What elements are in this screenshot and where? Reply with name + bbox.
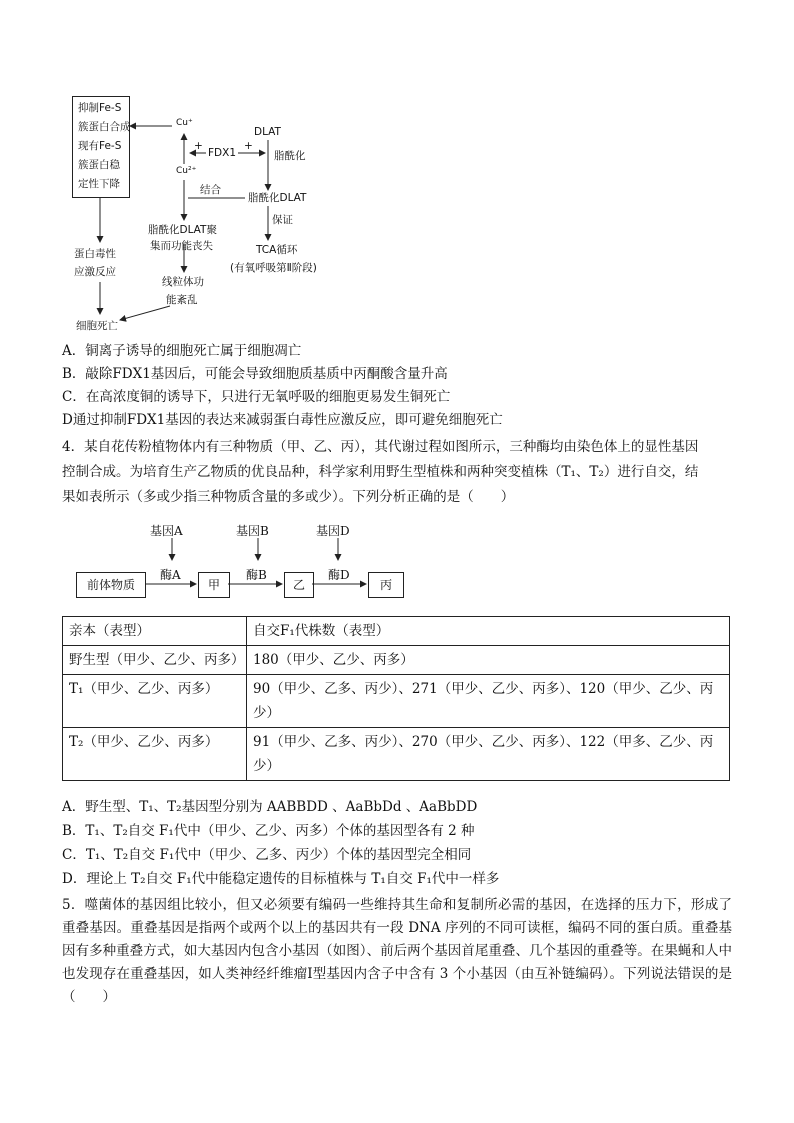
box-line: 现有Fe-S (78, 140, 122, 152)
metabolic-pathway-diagram (76, 520, 406, 600)
q4-option-c: C．T₁、T₂自交 F₁代中（甲少、乙多、丙少）个体的基因型完全相同 (62, 847, 472, 863)
bing-box: 丙 (368, 572, 404, 598)
aggregate-label: 脂酰化DLAT聚 (148, 224, 217, 236)
enzyme-d-label: 酶D (328, 568, 350, 582)
cu-plus-label: Cu⁺ (176, 118, 193, 128)
aggregate-label: 集而功能丧失 (150, 240, 213, 252)
table-row (63, 728, 730, 781)
selfing-results-table (62, 616, 730, 781)
table-header: 亲本（表型） (63, 617, 247, 646)
q3-option-b: B．敲除FDX1基因后，可能会导致细胞质基质中丙酮酸含量升高 (62, 366, 448, 382)
q4-option-d: D．理论上 T₂自交 F₁代中能稳定遗传的目标植株与 T₁自交 F₁代中一样多 (62, 871, 500, 887)
table-row (63, 646, 730, 675)
q3-option-a: A．铜离子诱导的细胞死亡属于细胞凋亡 (62, 343, 302, 359)
plus-sign: + (194, 140, 203, 152)
gene-a-label: 基因A (150, 524, 183, 538)
box-line: 簇蛋白稳 (78, 159, 120, 171)
q4-option-b: B．T₁、T₂自交 F₁代中（甲少、乙少、丙多）个体的基因型各有 2 种 (62, 823, 475, 839)
protein-stress-label: 蛋白毒性 (74, 248, 116, 260)
mito-label: 线粒体功 (162, 276, 204, 288)
gene-b-label: 基因B (236, 524, 269, 538)
table-header-row (63, 617, 730, 646)
q4-option-a: A．野生型、T₁、T₂基因型分别为 AABBDD 、AaBbDd 、AaBbDD (62, 799, 478, 815)
enzyme-a-label: 酶A (160, 568, 181, 582)
table-header: 自交F₁代株数（表型） (247, 617, 730, 646)
enzyme-b-label: 酶B (246, 568, 267, 582)
gene-d-label: 基因D (316, 524, 350, 538)
bind-label: 结合 (200, 184, 221, 196)
copper-death-pathway-diagram (60, 92, 350, 342)
q4-stem-line: 控制合成。为培育生产乙物质的优良品种，科学家利用野生型植株和两种突变植株（T₁、T₂）进行自交，结 (62, 464, 699, 480)
guarantee-label: 保证 (272, 214, 293, 226)
table-cell: T₂（甲少、乙少、丙多） (63, 728, 247, 781)
box-line: 簇蛋白合成 (78, 121, 131, 133)
jia-box: 甲 (198, 572, 230, 598)
q4-stem-line: 4．某自花传粉植物体内有三种物质（甲、乙、丙），其代谢过程如图所示，三种酶均由染色体上的显性基因 (62, 439, 699, 455)
protein-stress-label: 应激反应 (74, 266, 116, 278)
table-row (63, 675, 730, 728)
q3-option-d: D通过抑制FDX1基因的表达来减弱蛋白毒性应激反应，即可避免细胞死亡 (62, 412, 503, 428)
dlat-label: DLAT (254, 126, 281, 138)
table-cell: 90（甲少、乙多、丙少）、271（甲少、乙少、丙多）、120（甲少、乙少、丙少） (247, 675, 730, 728)
plus-sign: + (244, 140, 253, 152)
lipoyl-dlat-label: 脂酰化DLAT (248, 192, 307, 204)
q3-option-c: C．在高浓度铜的诱导下，只进行无氧呼吸的细胞更易发生铜死亡 (62, 389, 451, 405)
cu-2plus-label: Cu²⁺ (176, 166, 197, 176)
tca-label: TCA循环 (256, 244, 298, 256)
table-cell: T₁（甲少、乙少、丙多） (63, 675, 247, 728)
box-line: 抑制Fe-S (78, 102, 122, 114)
tca-note-label: (有氧呼吸第Ⅱ阶段) (230, 262, 317, 274)
lipoylation-label: 脂酰化 (274, 150, 306, 162)
fdx1-label: FDX1 (208, 147, 236, 159)
yi-box: 乙 (284, 572, 314, 598)
cell-death-label: 细胞死亡 (76, 320, 118, 332)
mito-label: 能紊乱 (166, 294, 198, 306)
box-line: 定性下降 (78, 178, 120, 190)
table-cell: 180（甲少、乙少、丙多） (247, 646, 730, 675)
q4-stem-line: 果如表所示（多或少指三种物质含量的多或少）。下列分析正确的是（ ） (62, 489, 515, 505)
q5-stem: 5．噬菌体的基因组比较小，但又必须要有编码一些维持其生命和复制所必需的基因，在选择的压力下，形成了重叠基因。重叠基因是指两个或两个以上的基因共有一段 DNA 序列的不同可读框，编码不同的蛋白质。重叠基因有多种重叠方式，如大基因内包含小基因（如图）、前后两个基因首尾重叠、几个基因的重叠等。在果蝇和人中也发现存在重叠基因，如人类神经纤维瘤Ⅰ型基因内含子中含有 3 个小基因（由互补链编码）。下列说法错误的是（ ） (62, 897, 732, 1005)
table-cell: 野生型（甲少、乙少、丙多） (63, 646, 247, 675)
table-cell: 91（甲少、乙多、丙少）、270（甲少、乙少、丙多）、122（甲多、乙少、丙少） (247, 728, 730, 781)
precursor-box: 前体物质 (76, 572, 146, 598)
